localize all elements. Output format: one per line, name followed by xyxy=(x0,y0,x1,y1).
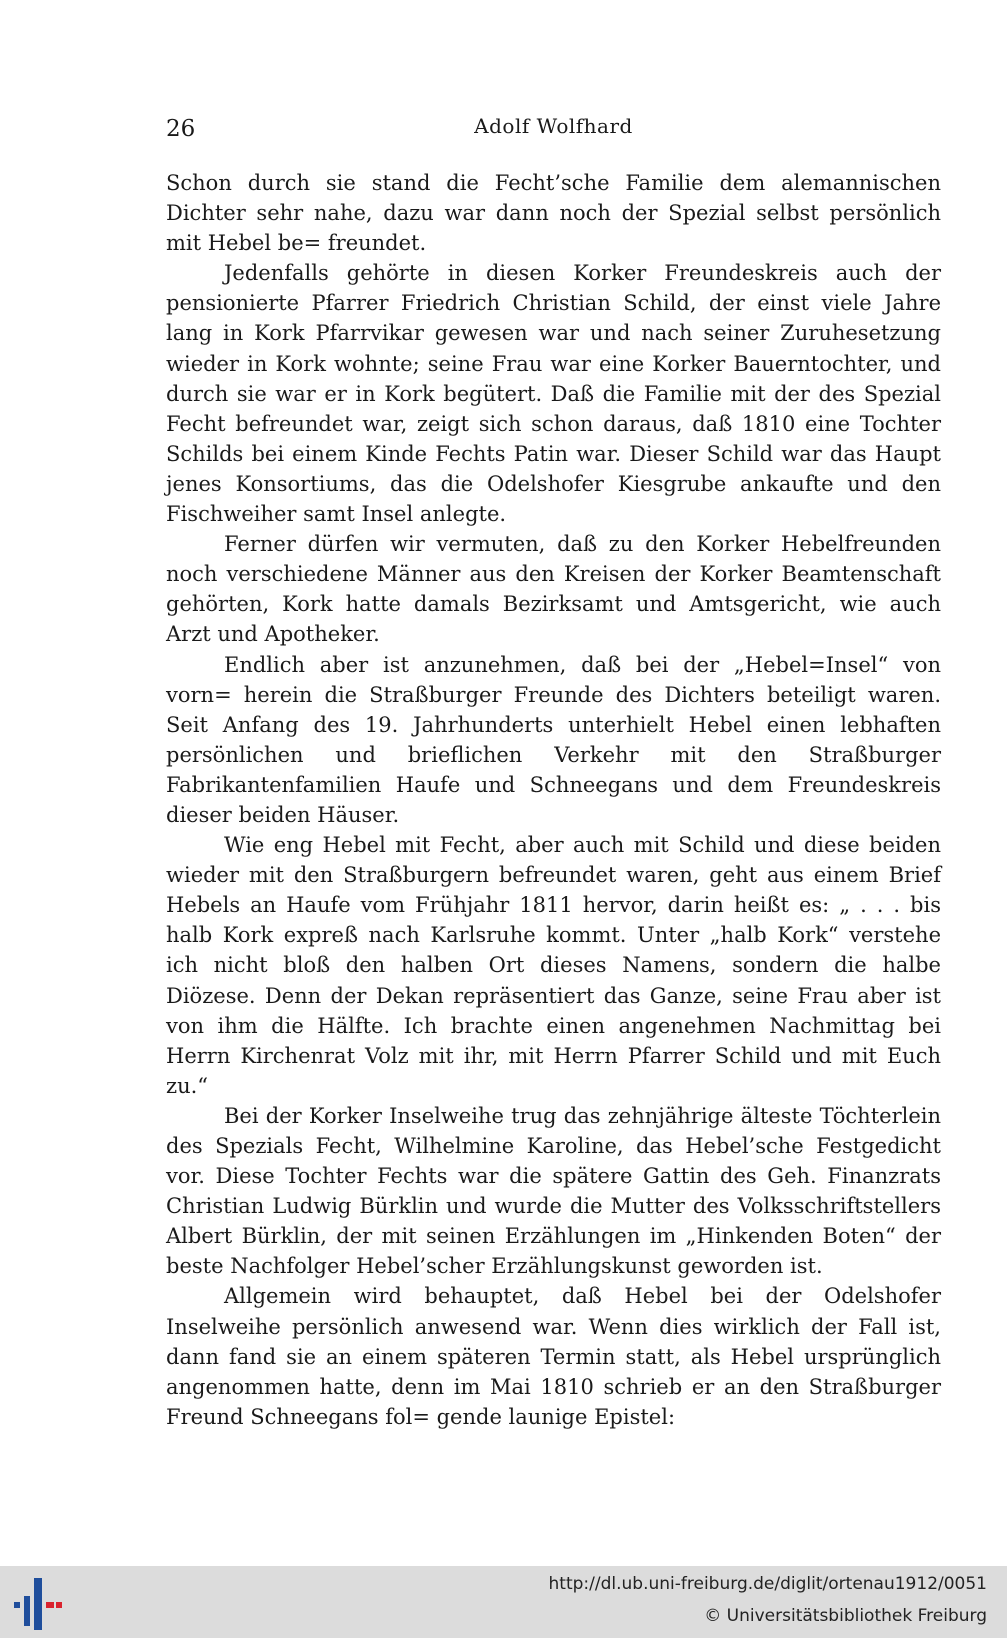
paragraph-4: Endlich aber ist anzunehmen, daß bei der „Hebel=Insel“ von vorn= herein die Straßburger Freunde des Dichters beteiligt waren. Seit Anfang des 19. Jahrhunderts unterhielt Hebel einen lebhaften persönlichen und brieflichen Verkehr mit den Straßburger Fabrikantenfamilien Haufe und Schneegans und dem Freundeskreis dieser beiden Häuser. xyxy=(166,652,941,827)
ub-freiburg-logo-icon[interactable] xyxy=(12,1576,64,1632)
copyright-notice: © Universitätsbibliothek Freiburg xyxy=(704,1606,987,1626)
paragraph-2: Jedenfalls gehörte in diesen Korker Freundeskreis auch der pensionierte Pfarrer Friedrich Christian Schild, der einst viele Jahre lang in Kork Pfarrvikar gewesen war und nach seiner Zuruhesetzung wieder in Kork wohnte; seine Frau war eine Korker Bauerntochter, und durch sie war er in Kork begütert. Daß die Familie mit der des Spezial Fecht befreundet war, zeigt sich schon daraus, daß 1810 eine Tochter Schilds bei einem Kinde Fechts Patin war. Dieser Schild war das Haupt jenes Konsortiums, das die Odelshofer Kiesgrube ankaufte und den Fischweiher samt Insel anlegte. xyxy=(166,261,941,527)
running-title: Adolf Wolfhard xyxy=(474,114,633,138)
paragraph-3: Ferner dürfen wir vermuten, daß zu den Korker Hebelfreunden noch verschiedene Männer aus den Kreisen der Korker Beamtenschaft gehörten, Kork hatte damals Bezirksamt und Amtsgericht, wie auch Arzt und Apotheker. xyxy=(166,532,941,647)
page-number: 26 xyxy=(166,116,196,142)
paragraph-5: Wie eng Hebel mit Fecht, aber auch mit Schild und diese beiden wieder mit den Straßburgern befreundet waren, geht aus einem Brief Hebels an Haufe vom Frühjahr 1811 hervor, darin heißt es: „ . . . bis halb Kork expreß nach Karlsruhe kommt. Unter „halb Kork“ verstehe ich nicht bloß den halben Ort dieses Namens, sondern die halbe Diözese. Denn der Dekan repräsentiert das Ganze, seine Frau aber ist von ihm die Hälfte. Ich brachte einen angenehmen Nachmittag bei Herrn Kirchenrat Volz mit ihr, mit Herrn Pfarrer Schild und mit Euch zu.“ xyxy=(166,833,941,1098)
permalink-url[interactable]: http://dl.ub.uni-freiburg.de/diglit/ortenau1912/0051 xyxy=(548,1574,987,1594)
paragraph-1: Schon durch sie stand die Fecht’sche Familie dem alemannischen Dichter sehr nahe, dazu war dann noch der Spezial selbst persönlich mit Hebel be= freundet. xyxy=(166,171,941,256)
page-header xyxy=(166,112,941,148)
body-text xyxy=(166,168,941,1432)
paragraph-7: Allgemein wird behauptet, daß Hebel bei der Odelshofer Inselweihe persönlich anwesend war. Wenn dies wirklich der Fall ist, dann fand sie an einem späteren Termin statt, als Hebel ursprünglich angenommen hatte, denn im Mai 1810 schrieb er an den Straßburger Freund Schneegans fol= gende launige Epistel: xyxy=(166,1284,941,1429)
viewer-footer xyxy=(0,1566,1007,1638)
paragraph-6: Bei der Korker Inselweihe trug das zehnjährige älteste Töchterlein des Spezials Fecht, Wilhelmine Karoline, das Hebel’sche Festgedicht vor. Diese Tochter Fechts war die spätere Gattin des Geh. Finanzrats Christian Ludwig Bürklin und wurde die Mutter des Volksschriftstellers Albert Bürklin, der mit seinen Erzählungen im „Hinkenden Boten“ der beste Nachfolger Hebel’scher Erzählungskunst geworden ist. xyxy=(166,1103,941,1279)
